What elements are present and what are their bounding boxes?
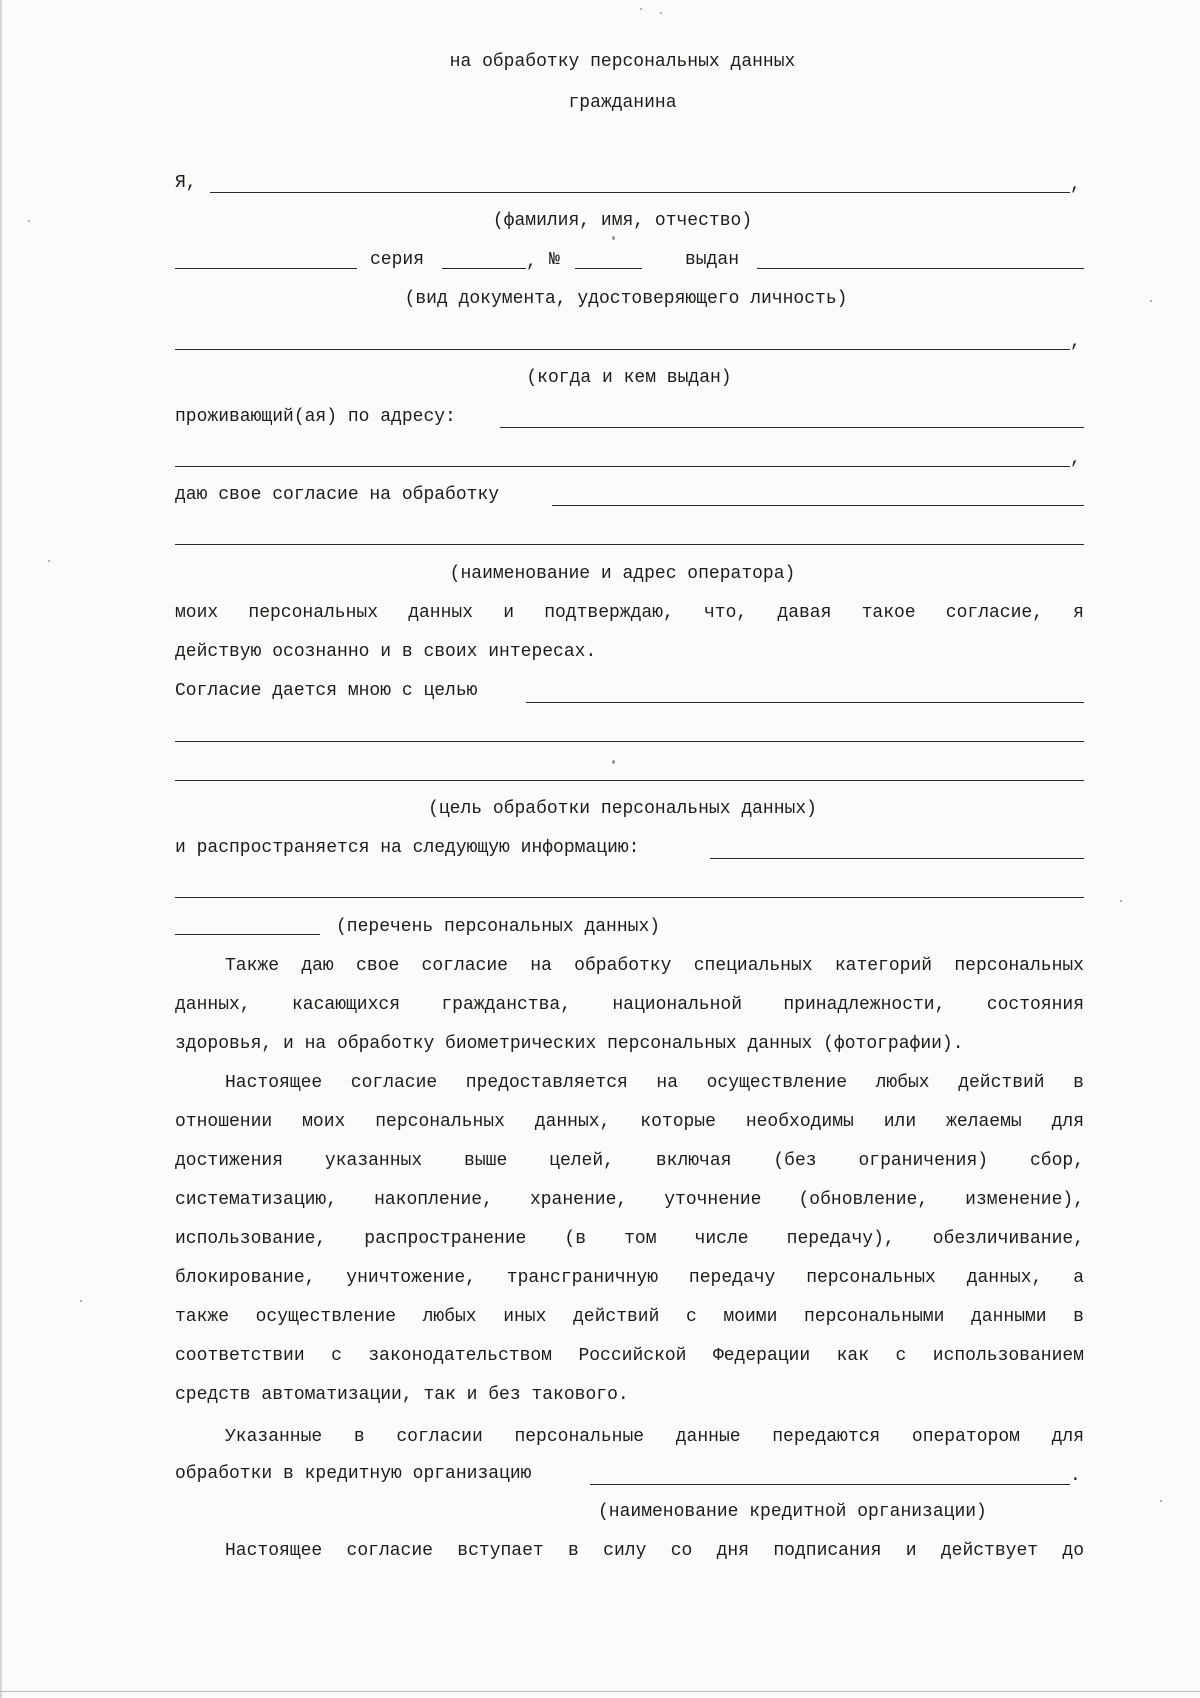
bank-label: обработки в кредитную организацию	[175, 1464, 532, 1484]
list-caption: (перечень персональных данных)	[336, 917, 661, 937]
scan-speck	[640, 8, 642, 10]
address-comma: ,	[1070, 449, 1081, 469]
paragraph-4-line-1: Указанные в согласии персональные данные передаются оператором для	[225, 1427, 1084, 1447]
paragraph-3-line-3: достижения указанных выше целей, включая (без ограничения) сбор,	[175, 1151, 1084, 1171]
scan-edge-bottom	[0, 1691, 1200, 1692]
document-title-line2: гражданина	[568, 93, 677, 113]
issued-by-blank	[175, 349, 1070, 350]
scan-speck	[28, 220, 30, 222]
number-blank	[575, 268, 642, 269]
purpose-caption: (цель обработки персональных данных)	[428, 799, 817, 819]
paragraph-5-line-1: Настоящее согласие вступает в силу со дня подписания и действует до	[225, 1541, 1084, 1561]
ya-label: Я,	[175, 173, 197, 193]
scan-speck	[1160, 1500, 1162, 1502]
info-label: и распространяется на следующую информацию:	[175, 838, 640, 858]
issued-blank	[757, 268, 1084, 269]
when-caption: (когда и кем выдан)	[526, 368, 732, 388]
paragraph-3-line-6: блокирование, уничтожение, трансграничную передачу персональных данных, а	[175, 1268, 1084, 1288]
vydan-label: выдан	[685, 250, 740, 270]
paragraph-1-line-1: моих персональных данных и подтверждаю, что, давая такое согласие, я	[175, 603, 1084, 623]
purpose-blank-2	[175, 741, 1084, 742]
purpose-blank-3	[175, 780, 1084, 781]
address-blank-2	[175, 466, 1070, 467]
doc-type-blank	[175, 268, 357, 269]
paragraph-1-line-2: действую осознанно и в своих интересах.	[175, 642, 597, 662]
info-blank-2	[175, 897, 1084, 898]
paragraph-3-line-2: отношении моих персональных данных, которые необходимы или желаемы для	[175, 1112, 1084, 1132]
scan-speck	[612, 236, 615, 240]
series-comma: ,	[526, 252, 537, 272]
scan-speck	[1150, 300, 1152, 302]
bank-caption: (наименование кредитной организации)	[598, 1502, 987, 1522]
fio-blank	[210, 192, 1070, 193]
paragraph-3-line-7: также осуществление любых иных действий с моими персональными данными в	[175, 1307, 1084, 1327]
paragraph-3-line-4: систематизацию, накопление, хранение, уточнение (обновление, изменение),	[175, 1190, 1084, 1210]
fio-comma: ,	[1070, 175, 1081, 195]
series-blank	[442, 268, 526, 269]
paragraph-2-line-1: Также даю свое согласие на обработку специальных категорий персональных	[225, 956, 1084, 976]
seriya-label: серия	[370, 250, 425, 270]
paragraph-2-line-2: данных, касающихся гражданства, национальной принадлежности, состояния	[175, 995, 1084, 1015]
purpose-label: Согласие дается мною с целью	[175, 681, 478, 701]
scan-speck	[80, 1300, 82, 1302]
doc-caption: (вид документа, удостоверяющего личность)	[404, 289, 848, 309]
scan-speck	[48, 560, 50, 562]
address-blank-1	[500, 427, 1084, 428]
operator-caption: (наименование и адрес оператора)	[449, 564, 796, 584]
paragraph-3-line-1: Настоящее согласие предоставляется на осуществление любых действий в	[225, 1073, 1084, 1093]
consent-label: даю свое согласие на обработку	[175, 485, 500, 505]
fio-caption: (фамилия, имя, отчество)	[492, 211, 753, 231]
operator-blank-1	[552, 505, 1084, 506]
operator-blank-2	[175, 544, 1084, 545]
paragraph-3-line-5: использование, распространение (в том числе передачу), обезличивание,	[175, 1229, 1084, 1249]
scan-edge-left	[0, 0, 2, 1698]
bank-period: .	[1070, 1466, 1081, 1486]
list-short-blank	[175, 934, 320, 935]
paragraph-3-line-8: соответствии с законодательством Российской Федерации как с использованием	[175, 1346, 1084, 1366]
scan-speck	[1120, 900, 1122, 902]
purpose-blank-1	[526, 702, 1084, 703]
document-title-line1: на обработку персональных данных	[449, 52, 796, 72]
scan-speck	[612, 760, 615, 764]
address-label: проживающий(ая) по адресу:	[175, 407, 456, 427]
info-blank-1	[710, 858, 1084, 859]
paragraph-2-line-3: здоровья, и на обработку биометрических персональных данных (фотографии).	[175, 1034, 964, 1054]
scan-speck	[660, 12, 662, 14]
paragraph-3-line-9: средств автоматизации, так и без такового.	[175, 1385, 629, 1405]
issued-by-comma: ,	[1070, 332, 1081, 352]
number-label: №	[549, 250, 560, 270]
bank-blank	[590, 1484, 1070, 1485]
